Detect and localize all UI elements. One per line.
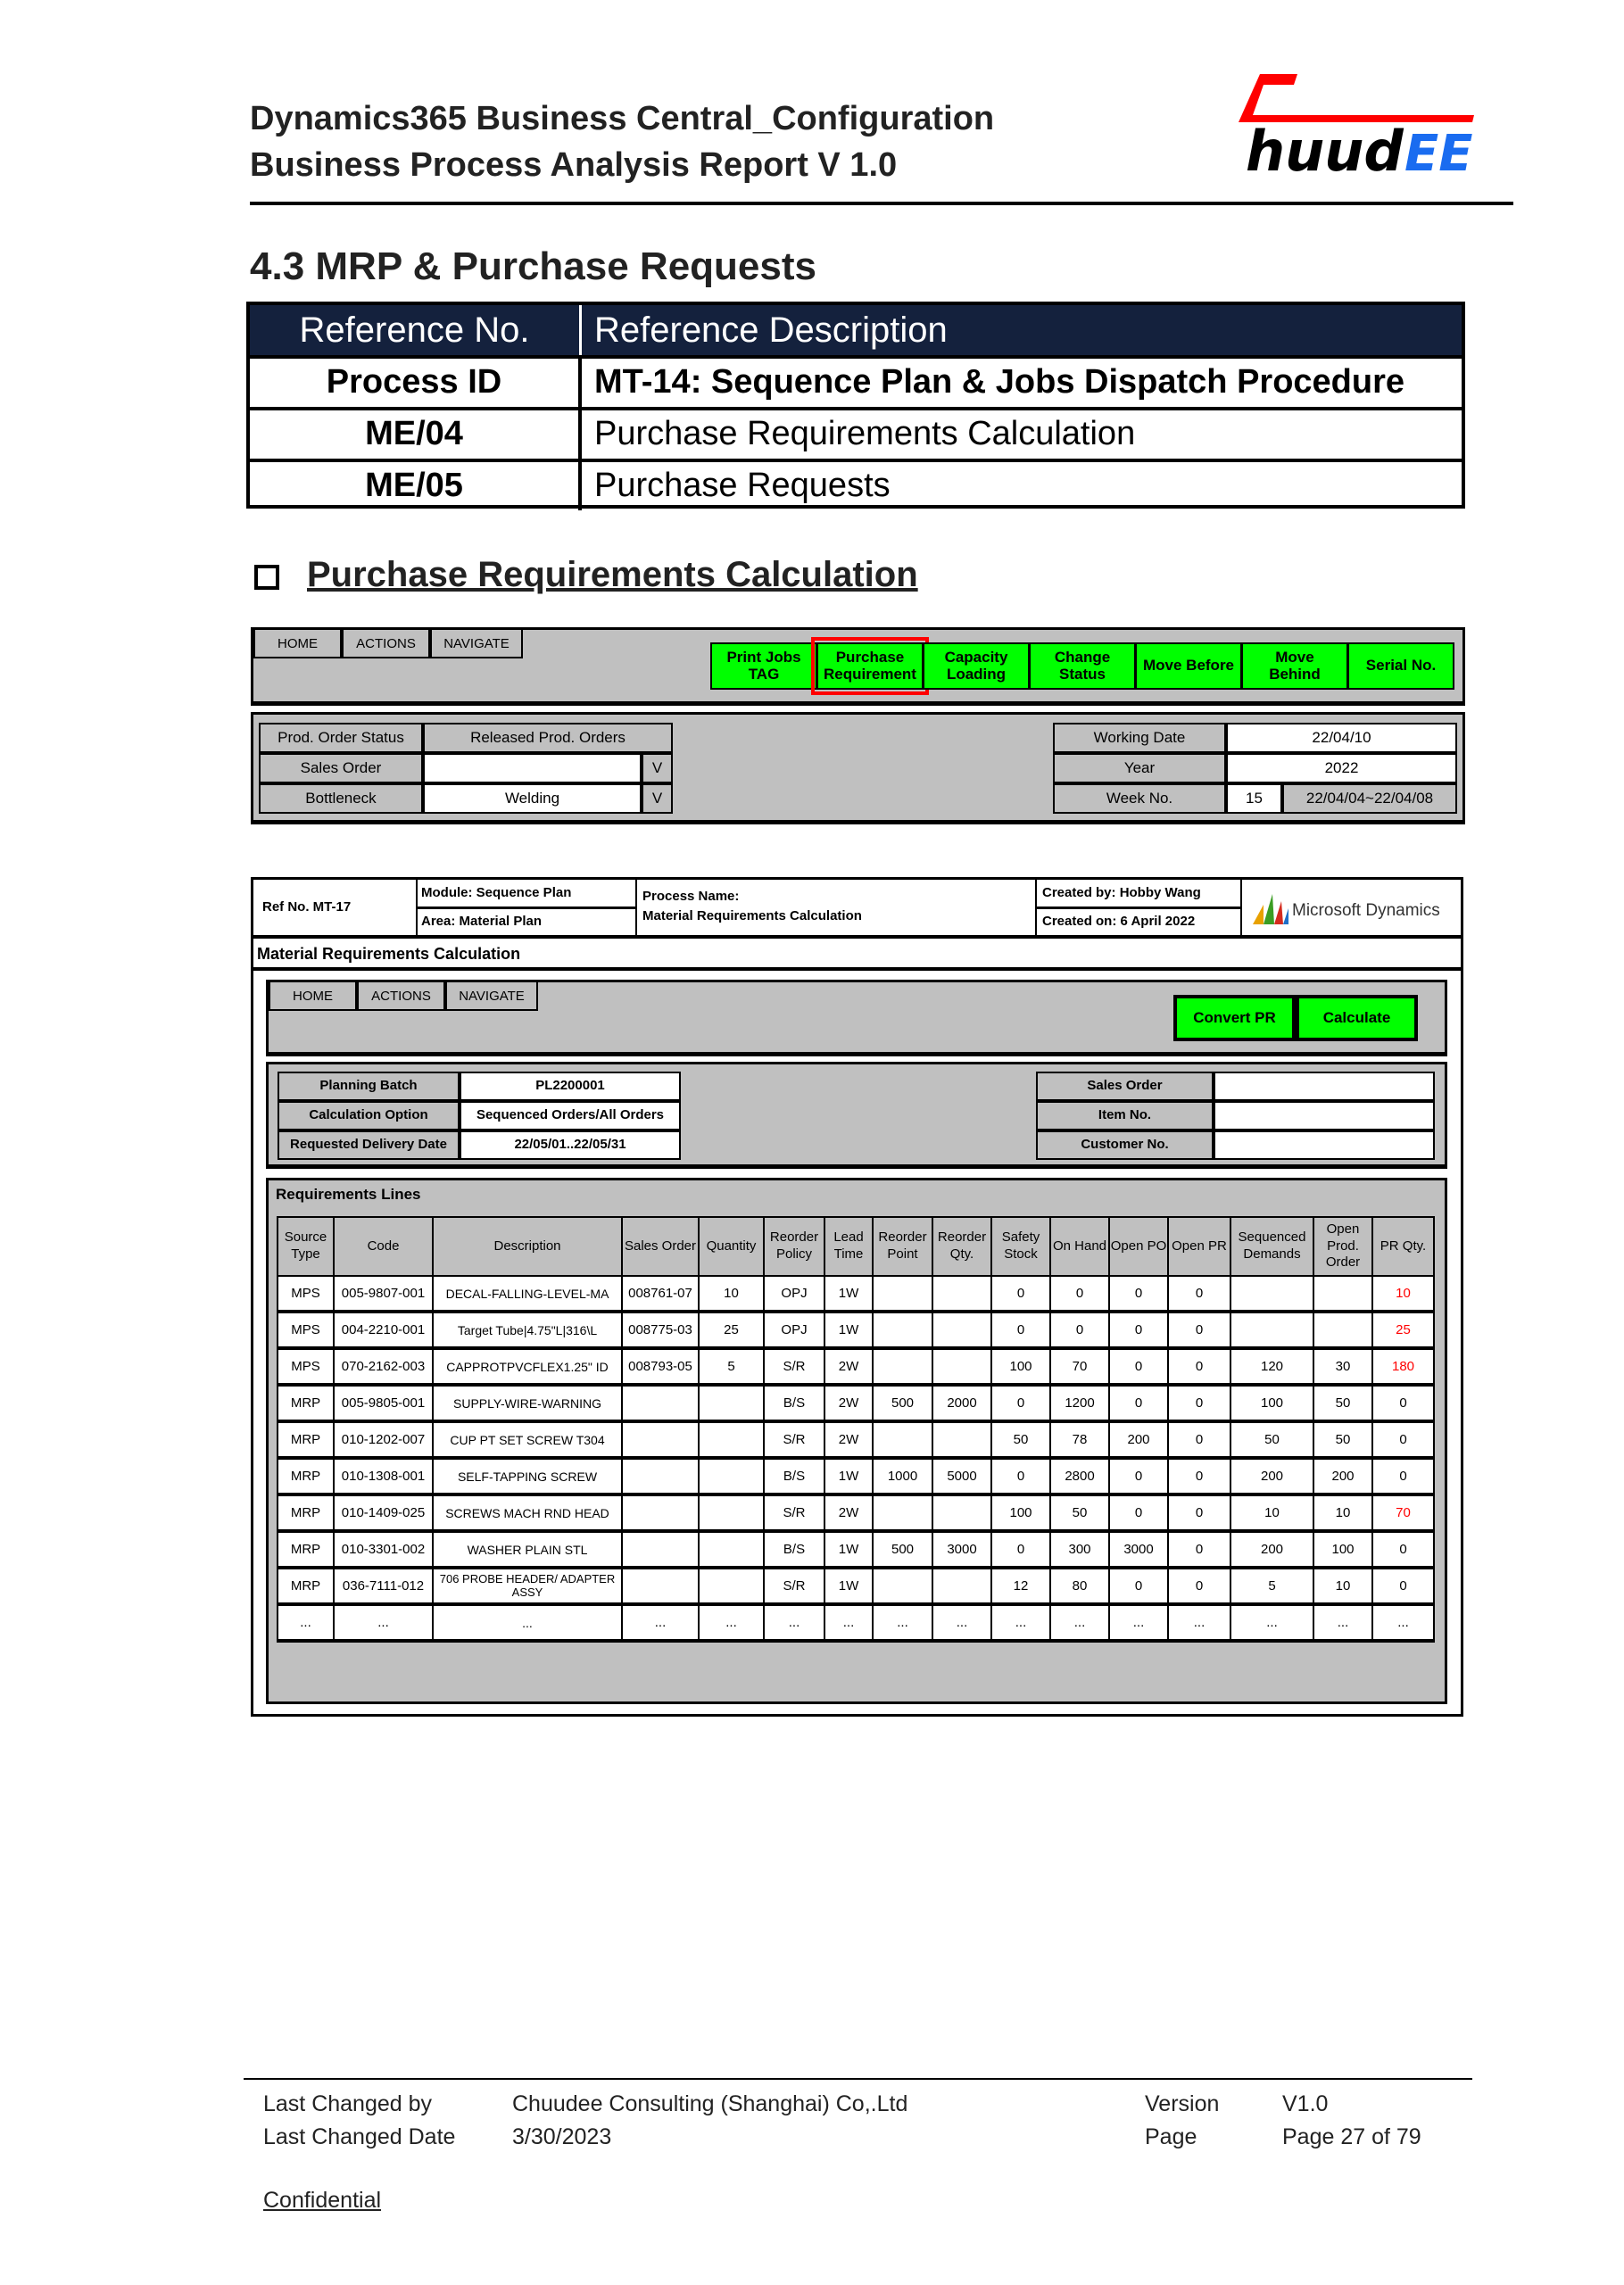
cell-safety-stock: 0 [991,1458,1050,1494]
cell-pr-qty: 70 [1372,1494,1434,1531]
ref-desc-cell: Purchase Requests [594,467,891,505]
ref-desc-header: Reference Description [582,305,1462,355]
cell-open-prod-order: 10 [1313,1494,1372,1531]
cell-description: SELF-TAPPING SCREW [433,1458,622,1494]
cell-open-pr: 0 [1168,1458,1230,1494]
cell-source-type: MRP [278,1531,334,1568]
reference-table [246,302,1465,509]
filter-label: Customer No. [1036,1130,1214,1160]
cell-reorder-policy: OPJ [764,1276,824,1312]
cell-open-po: 0 [1109,1385,1168,1421]
dropdown-v-button[interactable]: V [642,783,673,814]
ref-no-cell: Process ID [250,359,582,407]
cell-open-pr: 0 [1168,1276,1230,1312]
cell-sales-order: 008793-05 [622,1348,699,1385]
cell-source-type: MPS [278,1276,334,1312]
cell-sales-order [622,1385,699,1421]
cell-open-prod-order: 200 [1313,1458,1372,1494]
table-row[interactable] [278,1348,1434,1385]
cell-reorder-policy: B/S [764,1385,824,1421]
cell-on-hand: 70 [1050,1348,1109,1385]
tab-navigate[interactable]: NAVIGATE [445,982,538,1011]
cell-reorder-point: 500 [873,1385,932,1421]
cell-code: 070-2162-003 [334,1348,433,1385]
screen2-frame [251,877,1463,1717]
cell-description: WASHER PLAIN STL [433,1531,622,1568]
cell-pr-qty: 0 [1372,1458,1434,1494]
version: V1.0 [1282,2091,1329,2116]
cell-sales-order: 008761-07 [622,1276,699,1312]
table-row[interactable] [278,1458,1434,1494]
cell-reorder-policy: B/S [764,1458,824,1494]
cell-open-pr: 0 [1168,1385,1230,1421]
cell-reorder-qty: 2000 [932,1385,991,1421]
cell-description: ... [433,1604,622,1641]
cell-safety-stock: 0 [991,1385,1050,1421]
cell-description: SCREWS MACH RND HEAD [433,1494,622,1531]
cell-safety-stock: 0 [991,1531,1050,1568]
cell-open-po: ... [1109,1604,1168,1641]
cell-sequenced-demands [1230,1312,1313,1348]
cell-quantity: 10 [699,1276,764,1312]
column-header-pr-qty[interactable]: PR Qty. [1372,1217,1434,1276]
cell-quantity [699,1531,764,1568]
table-row[interactable] [278,1568,1434,1604]
week-no-field[interactable]: 15 [1226,783,1282,814]
cell-on-hand: 300 [1050,1531,1109,1568]
column-header-reorder-policy[interactable]: Reorder Policy [764,1217,824,1276]
cell-on-hand: 0 [1050,1312,1109,1348]
cell-sales-order [622,1494,699,1531]
cell-pr-qty: ... [1372,1604,1434,1641]
cell-lead-time: 2W [824,1421,873,1458]
cell-reorder-point [873,1312,932,1348]
cell-safety-stock: 12 [991,1568,1050,1604]
cell-open-pr: 0 [1168,1348,1230,1385]
last-changed-date-label: Last Changed Date [263,2124,456,2149]
cell-open-pr: ... [1168,1604,1230,1641]
cell-reorder-policy: OPJ [764,1312,824,1348]
ref-no: Ref No. MT-17 [262,899,352,915]
screen1-filter-panel [251,712,1465,824]
column-header-description[interactable]: Description [433,1217,622,1276]
cell-code: 010-1202-007 [334,1421,433,1458]
area-label: Area: Material Plan [421,914,543,929]
table-row[interactable] [278,1421,1434,1458]
cell-reorder-qty: ... [932,1604,991,1641]
cell-open-prod-order: 30 [1313,1348,1372,1385]
table-row[interactable] [278,1312,1434,1348]
cell-pr-qty: 0 [1372,1531,1434,1568]
cell-open-po: 200 [1109,1421,1168,1458]
cell-pr-qty: 0 [1372,1385,1434,1421]
cell-reorder-qty [932,1494,991,1531]
screen2-info-header [253,880,1461,939]
column-header-code[interactable]: Code [334,1217,433,1276]
cell-reorder-policy: B/S [764,1531,824,1568]
filter-prod-order-status-field[interactable]: Released Prod. Orders [423,723,673,753]
cell-description: Target Tube|4.75"L|316\L [433,1312,622,1348]
column-header-source-type[interactable]: Source Type [278,1217,334,1276]
filter-requested-delivery-date-field[interactable]: 22/05/01..22/05/31 [460,1130,681,1160]
cell-sequenced-demands: 200 [1230,1531,1313,1568]
cell-open-pr: 0 [1168,1531,1230,1568]
screen2-filter-panel [266,1062,1447,1169]
filter-label: Requested Delivery Date [278,1130,460,1160]
cell-pr-qty: 0 [1372,1421,1434,1458]
cell-lead-time: ... [824,1604,873,1641]
serial-no-button[interactable]: Serial No. [1347,642,1454,690]
column-header-lead-time[interactable]: Lead Time [824,1217,873,1276]
cell-sequenced-demands: ... [1230,1604,1313,1641]
purchase-requirement-button[interactable]: Purchase Requirement [816,642,924,690]
requirements-lines-panel [266,1178,1447,1704]
cell-reorder-policy: ... [764,1604,824,1641]
table-row[interactable] [278,1531,1434,1568]
last-changed-by: Chuudee Consulting (Shanghai) Co,.Ltd [512,2091,908,2116]
move-behind-button[interactable]: Move Behind [1241,642,1348,690]
cell-lead-time: 2W [824,1348,873,1385]
process-name: Material Requirements Calculation [642,908,862,923]
cell-pr-qty: 180 [1372,1348,1434,1385]
cell-reorder-policy: S/R [764,1494,824,1531]
column-header-reorder-point[interactable]: Reorder Point [873,1217,932,1276]
cell-code: 010-1308-001 [334,1458,433,1494]
filter-label: Sales Order [1036,1072,1214,1101]
cell-lead-time: 1W [824,1568,873,1604]
filter-label: Bottleneck [259,783,423,814]
cell-open-po: 0 [1109,1348,1168,1385]
change-status-button[interactable]: Change Status [1029,642,1136,690]
column-header-reorder-qty[interactable]: Reorder Qty. [932,1217,991,1276]
doc-title-line2: Business Process Analysis Report V 1.0 [250,146,898,184]
cell-on-hand: 2800 [1050,1458,1109,1494]
cell-reorder-point: 500 [873,1531,932,1568]
cell-pr-qty: 25 [1372,1312,1434,1348]
cell-lead-time: 1W [824,1276,873,1312]
cell-lead-time: 2W [824,1385,873,1421]
table-row[interactable] [278,1604,1434,1641]
cell-reorder-qty [932,1568,991,1604]
cell-open-prod-order: 100 [1313,1531,1372,1568]
cell-safety-stock: 0 [991,1276,1050,1312]
module-label: Module: Sequence Plan [421,885,572,900]
screen1-toolbar [251,627,1465,706]
cell-description: 706 PROBE HEADER/ ADAPTER ASSY [433,1568,622,1604]
filter-label: Calculation Option [278,1101,460,1130]
cell-sequenced-demands [1230,1276,1313,1312]
cell-sales-order [622,1421,699,1458]
cell-reorder-qty [932,1421,991,1458]
cell-safety-stock: ... [991,1604,1050,1641]
filter-label: Year [1053,753,1226,783]
cell-sales-order [622,1458,699,1494]
cell-open-pr: 0 [1168,1421,1230,1458]
cell-safety-stock: 100 [991,1494,1050,1531]
requirements-lines-label: Requirements Lines [276,1186,421,1203]
filter-year-field[interactable]: 2022 [1226,753,1457,783]
cell-open-pr: 0 [1168,1568,1230,1604]
cell-open-prod-order: ... [1313,1604,1372,1641]
filter-label: Prod. Order Status [259,723,423,753]
cell-on-hand: 50 [1050,1494,1109,1531]
tab-navigate[interactable]: NAVIGATE [430,630,523,658]
ref-no-cell: ME/04 [250,410,582,459]
cell-code: 010-3301-002 [334,1531,433,1568]
cell-sales-order: 008775-03 [622,1312,699,1348]
tab-actions[interactable]: ACTIONS [357,982,445,1011]
cell-source-type: MRP [278,1494,334,1531]
checkbox-icon [254,565,279,590]
cell-quantity: 5 [699,1348,764,1385]
cell-sequenced-demands: 200 [1230,1458,1313,1494]
cell-source-type: MRP [278,1568,334,1604]
cell-quantity [699,1494,764,1531]
cell-reorder-point: 1000 [873,1458,932,1494]
filter-bottleneck-field[interactable]: Welding [423,783,642,814]
cell-open-po: 0 [1109,1494,1168,1531]
filter-label: Week No. [1053,783,1226,814]
filter-sales-order-field[interactable] [1214,1072,1435,1101]
cell-description: CUP PT SET SCREW T304 [433,1421,622,1458]
cell-open-pr: 0 [1168,1494,1230,1531]
column-header-sales-order[interactable]: Sales Order [622,1217,699,1276]
last-changed-by-label: Last Changed by [263,2091,433,2116]
cell-open-po: 0 [1109,1312,1168,1348]
table-row[interactable] [278,1276,1434,1312]
dropdown-v-button[interactable]: V [642,753,673,783]
cell-lead-time: 2W [824,1494,873,1531]
cell-safety-stock: 100 [991,1348,1050,1385]
cell-lead-time: 1W [824,1458,873,1494]
ref-desc-cell: Purchase Requirements Calculation [594,415,1136,453]
tab-actions[interactable]: ACTIONS [342,630,430,658]
cell-description: SUPPLY-WIRE-WARNING [433,1385,622,1421]
cell-source-type: MPS [278,1312,334,1348]
created-on: Created on: 6 April 2022 [1042,914,1196,929]
cell-code: 005-9807-001 [334,1276,433,1312]
cell-sequenced-demands: 50 [1230,1421,1313,1458]
cell-reorder-point: ... [873,1604,932,1641]
cell-reorder-point [873,1348,932,1385]
page-label: Page [1145,2124,1197,2149]
print-jobs-tag-button[interactable]: Print Jobs TAG [710,642,817,690]
ref-desc-cell: MT-14: Sequence Plan & Jobs Dispatch Procedure [594,363,1405,402]
cell-on-hand: ... [1050,1604,1109,1641]
convert-pr-button[interactable]: Convert PR [1173,995,1296,1041]
filter-label: Planning Batch [278,1072,460,1101]
cell-open-po: 0 [1109,1458,1168,1494]
cell-lead-time: 1W [824,1531,873,1568]
cell-on-hand: 0 [1050,1276,1109,1312]
cell-source-type: MPS [278,1348,334,1385]
table-row[interactable] [278,1494,1434,1531]
cell-quantity [699,1385,764,1421]
cell-reorder-qty [932,1276,991,1312]
cell-open-pr: 0 [1168,1312,1230,1348]
filter-working-date-field[interactable]: 22/04/10 [1226,723,1457,753]
table-row[interactable] [278,1385,1434,1421]
column-header-safety-stock[interactable]: Safety Stock [991,1217,1050,1276]
cell-reorder-qty [932,1348,991,1385]
cell-open-po: 3000 [1109,1531,1168,1568]
cell-open-prod-order: 50 [1313,1385,1372,1421]
screen2-toolbar [266,980,1447,1056]
doc-title-line1: Dynamics365 Business Central_Configuration [250,100,995,137]
column-header-open-prod-order[interactable]: Open Prod. Order [1313,1217,1372,1276]
cell-reorder-policy: S/R [764,1421,824,1458]
cell-sales-order [622,1531,699,1568]
column-header-open-po[interactable]: Open PO [1109,1217,1168,1276]
cell-description: CAPPROTPVCFLEX1.25" ID [433,1348,622,1385]
cell-quantity: 25 [699,1312,764,1348]
cell-reorder-qty: 5000 [932,1458,991,1494]
cell-source-type: MRP [278,1421,334,1458]
cell-sales-order: ... [622,1604,699,1641]
cell-reorder-policy: S/R [764,1348,824,1385]
column-header-on-hand[interactable]: On Hand [1050,1217,1109,1276]
cell-quantity [699,1458,764,1494]
ref-no-cell: ME/05 [250,462,582,510]
section-heading: 4.3 MRP & Purchase Requests [250,244,816,288]
cell-sequenced-demands: 100 [1230,1385,1313,1421]
week-range: 22/04/04~22/04/08 [1282,783,1457,814]
cell-open-po: 0 [1109,1568,1168,1604]
last-changed-date: 3/30/2023 [512,2124,612,2149]
filter-item-no--field[interactable] [1214,1101,1435,1130]
cell-on-hand: 80 [1050,1568,1109,1604]
cell-pr-qty: 10 [1372,1276,1434,1312]
cell-lead-time: 1W [824,1312,873,1348]
cell-sequenced-demands: 120 [1230,1348,1313,1385]
cell-on-hand: 1200 [1050,1385,1109,1421]
page-number: Page 27 of 79 [1282,2124,1421,2149]
created-by: Created by: Hobby Wang [1042,885,1201,900]
cell-reorder-point [873,1494,932,1531]
version-label: Version [1145,2091,1220,2116]
cell-code: ... [334,1604,433,1641]
column-header-sequenced-demands[interactable]: Sequenced Demands [1230,1217,1313,1276]
column-header-quantity[interactable]: Quantity [699,1217,764,1276]
tab-home[interactable]: HOME [269,982,357,1011]
filter-label: Working Date [1053,723,1226,753]
screen2-page-title: Material Requirements Calculation [257,945,521,963]
process-name-label: Process Name: [642,889,740,904]
cell-source-type: MRP [278,1385,334,1421]
cell-reorder-policy: S/R [764,1568,824,1604]
cell-open-po: 0 [1109,1276,1168,1312]
cell-sequenced-demands: 5 [1230,1568,1313,1604]
filter-planning-batch-field[interactable]: PL2200001 [460,1072,681,1101]
subsection-heading: Purchase Requirements Calculation [307,555,918,594]
cell-safety-stock: 0 [991,1312,1050,1348]
cell-quantity: ... [699,1604,764,1641]
cell-code: 036-7111-012 [334,1568,433,1604]
cell-sales-order [622,1568,699,1604]
cell-sequenced-demands: 10 [1230,1494,1313,1531]
cell-open-prod-order [1313,1312,1372,1348]
column-header-open-pr[interactable]: Open PR [1168,1217,1230,1276]
confidential-label: Confidential [263,2188,382,2213]
cell-description: DECAL-FALLING-LEVEL-MA [433,1276,622,1312]
svg-text:EE: EE [1404,125,1473,177]
cell-reorder-point [873,1568,932,1604]
cell-code: 004-2210-001 [334,1312,433,1348]
microsoft-dynamics-logo [1251,890,1456,930]
cell-safety-stock: 50 [991,1421,1050,1458]
cell-reorder-point [873,1421,932,1458]
cell-open-prod-order: 50 [1313,1421,1372,1458]
footer-rule [244,2078,1472,2080]
cell-source-type: ... [278,1604,334,1641]
move-before-button[interactable]: Move Before [1135,642,1242,690]
ref-no-header: Reference No. [250,305,582,355]
cell-open-prod-order: 10 [1313,1568,1372,1604]
cell-source-type: MRP [278,1458,334,1494]
cell-pr-qty: 0 [1372,1568,1434,1604]
svg-text:huud: huud [1246,119,1404,177]
filter-sales-order-field[interactable] [423,753,642,783]
calculate-button[interactable]: Calculate [1296,995,1418,1041]
tab-home[interactable]: HOME [253,630,342,658]
ms-logo-text: Microsoft Dynamics [1292,901,1440,920]
requirements-table [277,1216,1435,1643]
cell-reorder-qty: 3000 [932,1531,991,1568]
cell-quantity [699,1568,764,1604]
cell-quantity [699,1421,764,1458]
filter-label: Item No. [1036,1101,1214,1130]
cell-open-prod-order [1313,1276,1372,1312]
cell-reorder-point [873,1276,932,1312]
header-rule [250,202,1513,205]
cell-code: 005-9805-001 [334,1385,433,1421]
filter-label: Sales Order [259,753,423,783]
cell-on-hand: 78 [1050,1421,1109,1458]
cell-reorder-qty [932,1312,991,1348]
capacity-loading-button[interactable]: Capacity Loading [923,642,1030,690]
filter-calculation-option-field[interactable]: Sequenced Orders/All Orders [460,1101,681,1130]
filter-customer-no--field[interactable] [1214,1130,1435,1160]
chuudee-logo [1233,74,1487,177]
cell-code: 010-1409-025 [334,1494,433,1531]
